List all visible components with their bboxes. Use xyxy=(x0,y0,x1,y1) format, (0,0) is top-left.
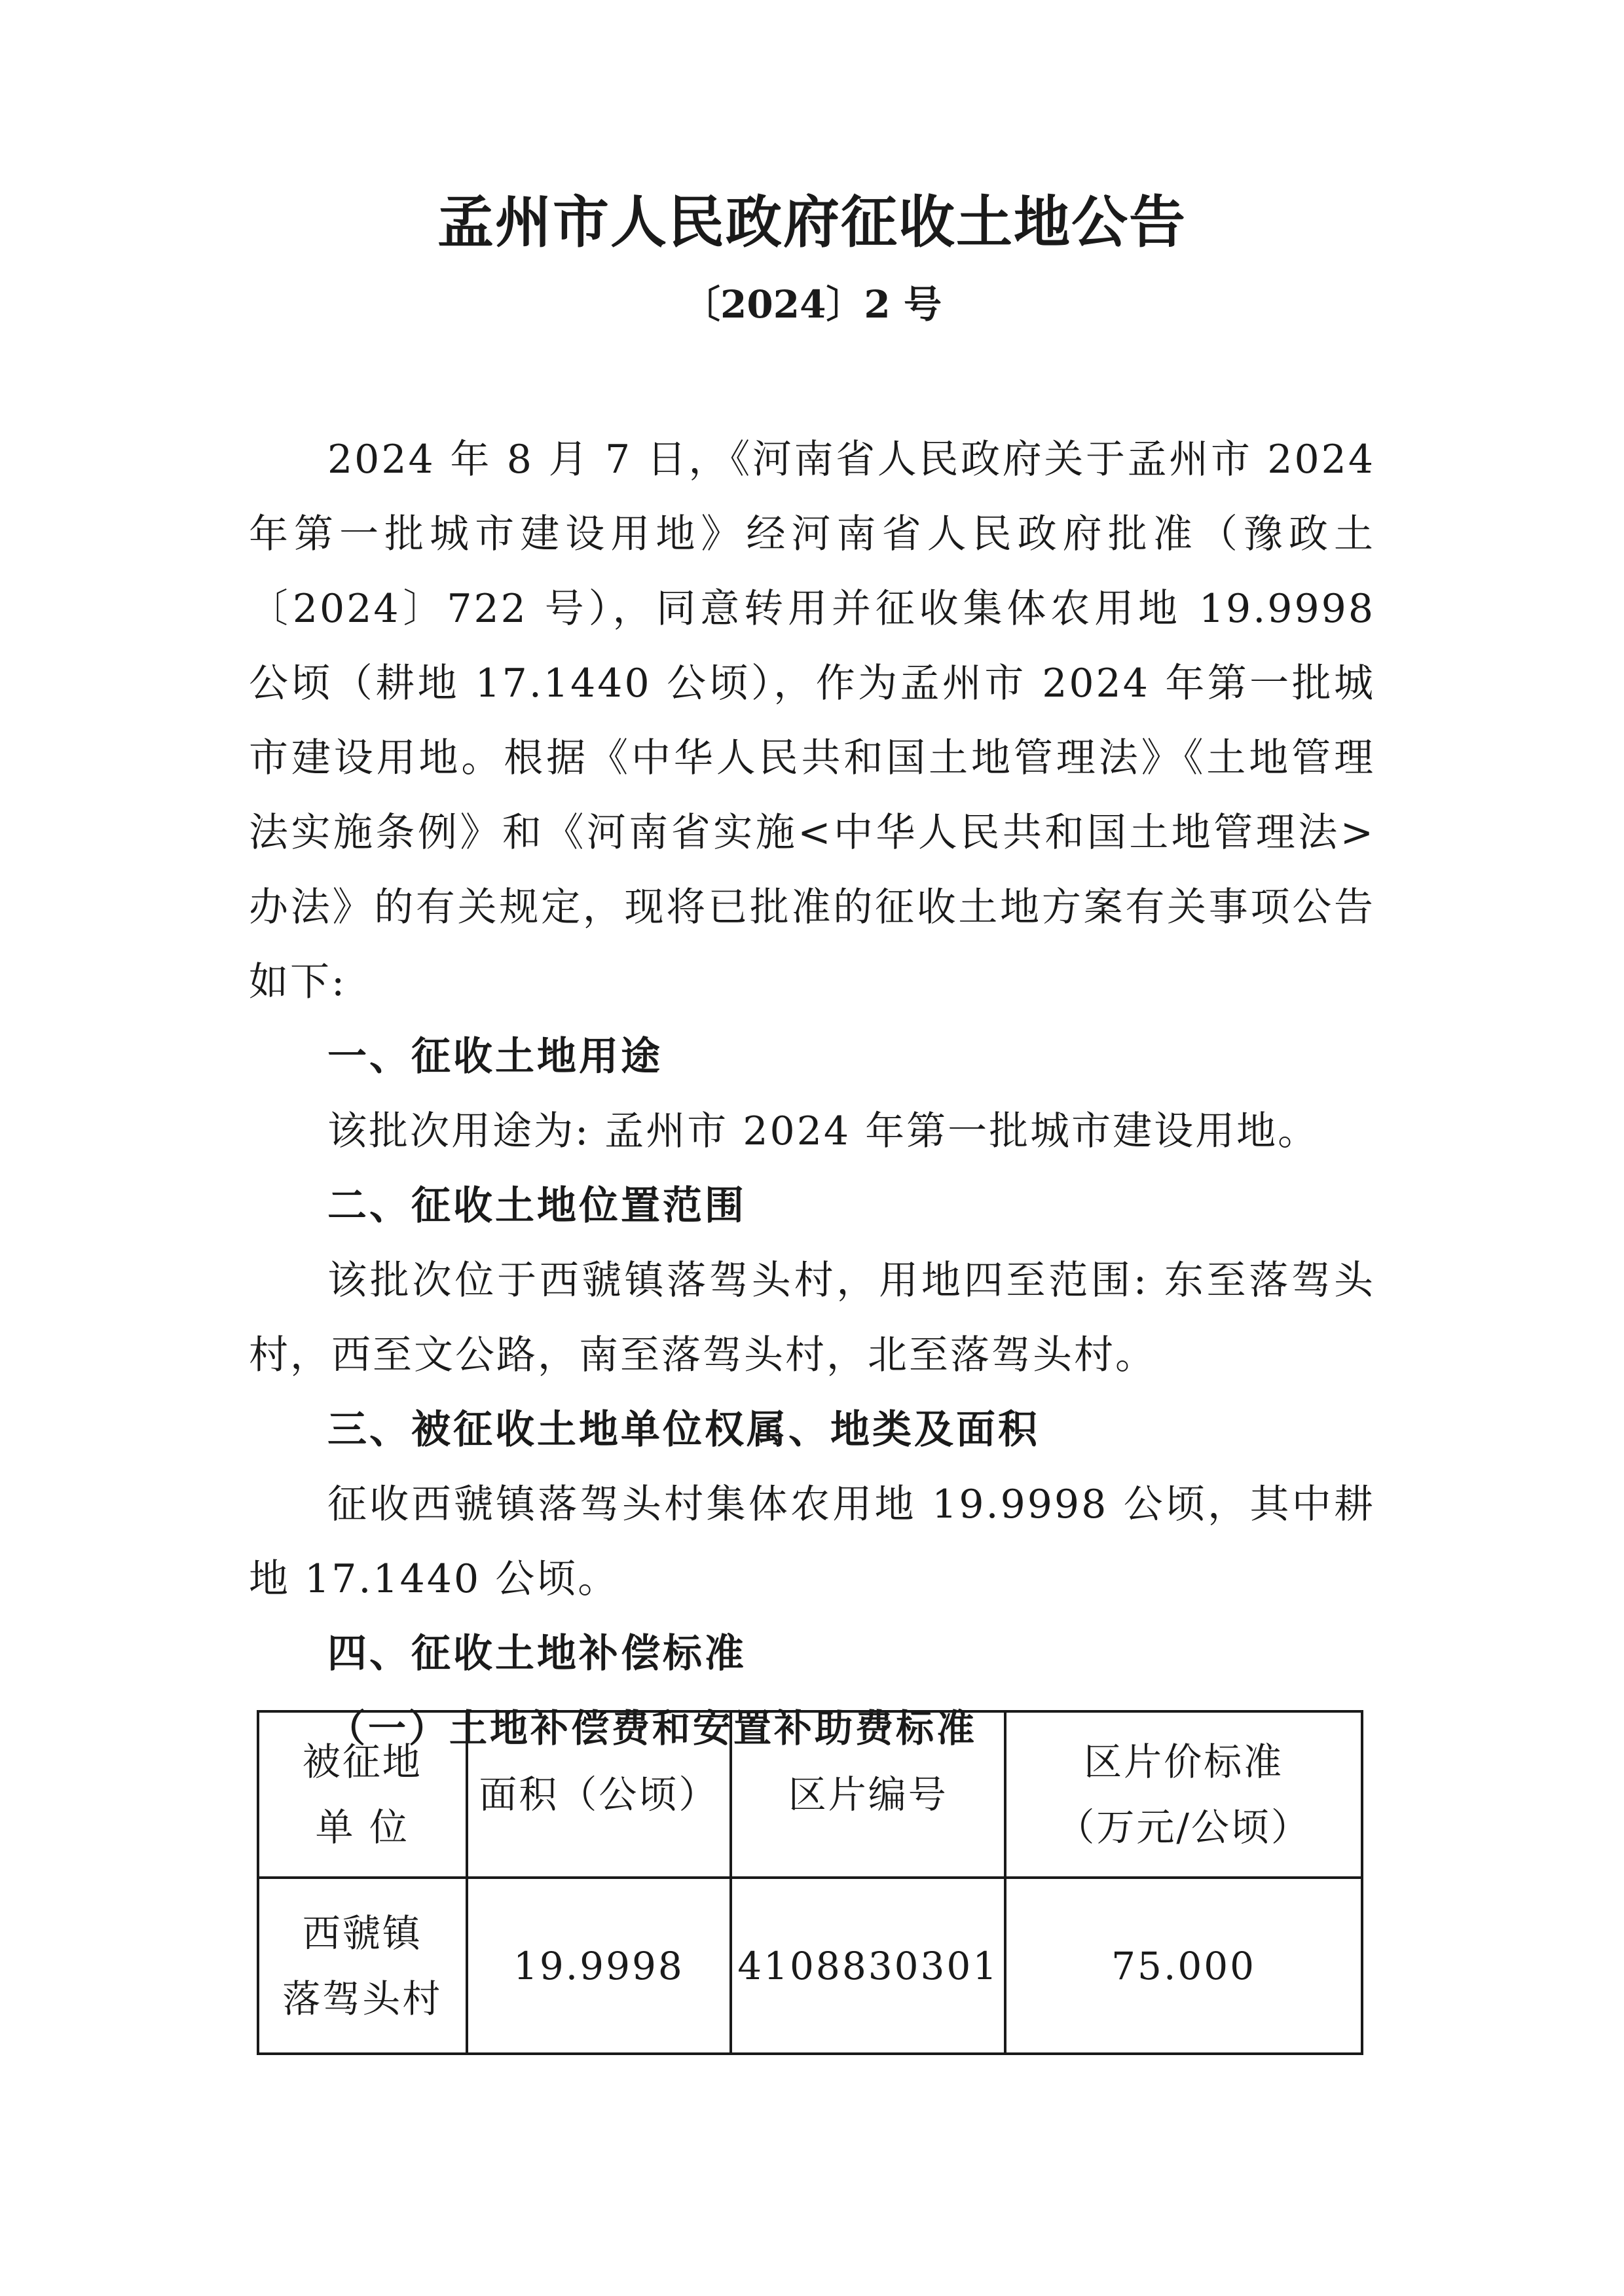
section-text-purpose: 该批次用途为: 孟州市 2024 年第一批城市建设用地。 xyxy=(327,1108,1320,1154)
document-body xyxy=(249,422,1375,1766)
section-text-ownership: 征收西虢镇落驾头村集体农用地 19.9998 公顷，其中耕地 17.1440 公顷。 xyxy=(249,1482,1375,1602)
cell-unit: 西虢镇 落驾头村 xyxy=(258,1878,467,2054)
intro-paragraph: 2024 年 8 月 7 日，《河南省人民政府关于孟州市 2024 年第一批城市建设用地》经河南省人民政府批准（豫政土〔2024〕722 号），同意转用并征收集体农用地 19.9998 公顷（耕地 17.1440 公顷），作为孟州市 2024 年第一批城市建设用地。根据《中华人民共和国土地管理法》《土地管理法实施条例》和《河南省实施<中华人民共和国土地管理法>办法》的有关规定，现将已批准的征收土地方案有关事项公告如下: xyxy=(249,437,1375,1005)
cell-zone-number: 4108830301 xyxy=(731,1878,1005,2054)
header-expropriated-unit: 被征地 单 位 xyxy=(258,1711,467,1878)
header-area: 面积（公顷） xyxy=(467,1711,731,1878)
header-zone-price: 区片价标准 （万元/公顷） xyxy=(1005,1711,1362,1878)
compensation-table xyxy=(257,1710,1363,2055)
compensation-table-container xyxy=(257,1710,1363,2055)
cell-area: 19.9998 xyxy=(467,1878,731,2054)
section-heading-compensation: 四、征收土地补偿标准 xyxy=(327,1631,747,1677)
table-row xyxy=(258,1878,1362,2054)
section-heading-purpose: 一、征收土地用途 xyxy=(327,1034,663,1080)
document-number: 〔2024〕2 号 xyxy=(682,282,942,327)
section-heading-location: 二、征收土地位置范围 xyxy=(327,1183,747,1229)
page-title: 孟州市人民政府征收土地公告 xyxy=(437,189,1187,255)
cell-zone-price: 75.000 xyxy=(1005,1878,1362,2054)
subsection-heading-compensation-fees: （一）土地补偿费和安置补助费标准 xyxy=(327,1706,978,1751)
header-zone-number: 区片编号 xyxy=(731,1711,1005,1878)
section-heading-ownership: 三、被征收土地单位权属、地类及面积 xyxy=(327,1407,1040,1453)
section-text-location: 该批次位于西虢镇落驾头村，用地四至范围: 东至落驾头村，西至文公路，南至落驾头村，北至落驾头村。 xyxy=(249,1258,1375,1378)
table-header-row xyxy=(258,1711,1362,1878)
